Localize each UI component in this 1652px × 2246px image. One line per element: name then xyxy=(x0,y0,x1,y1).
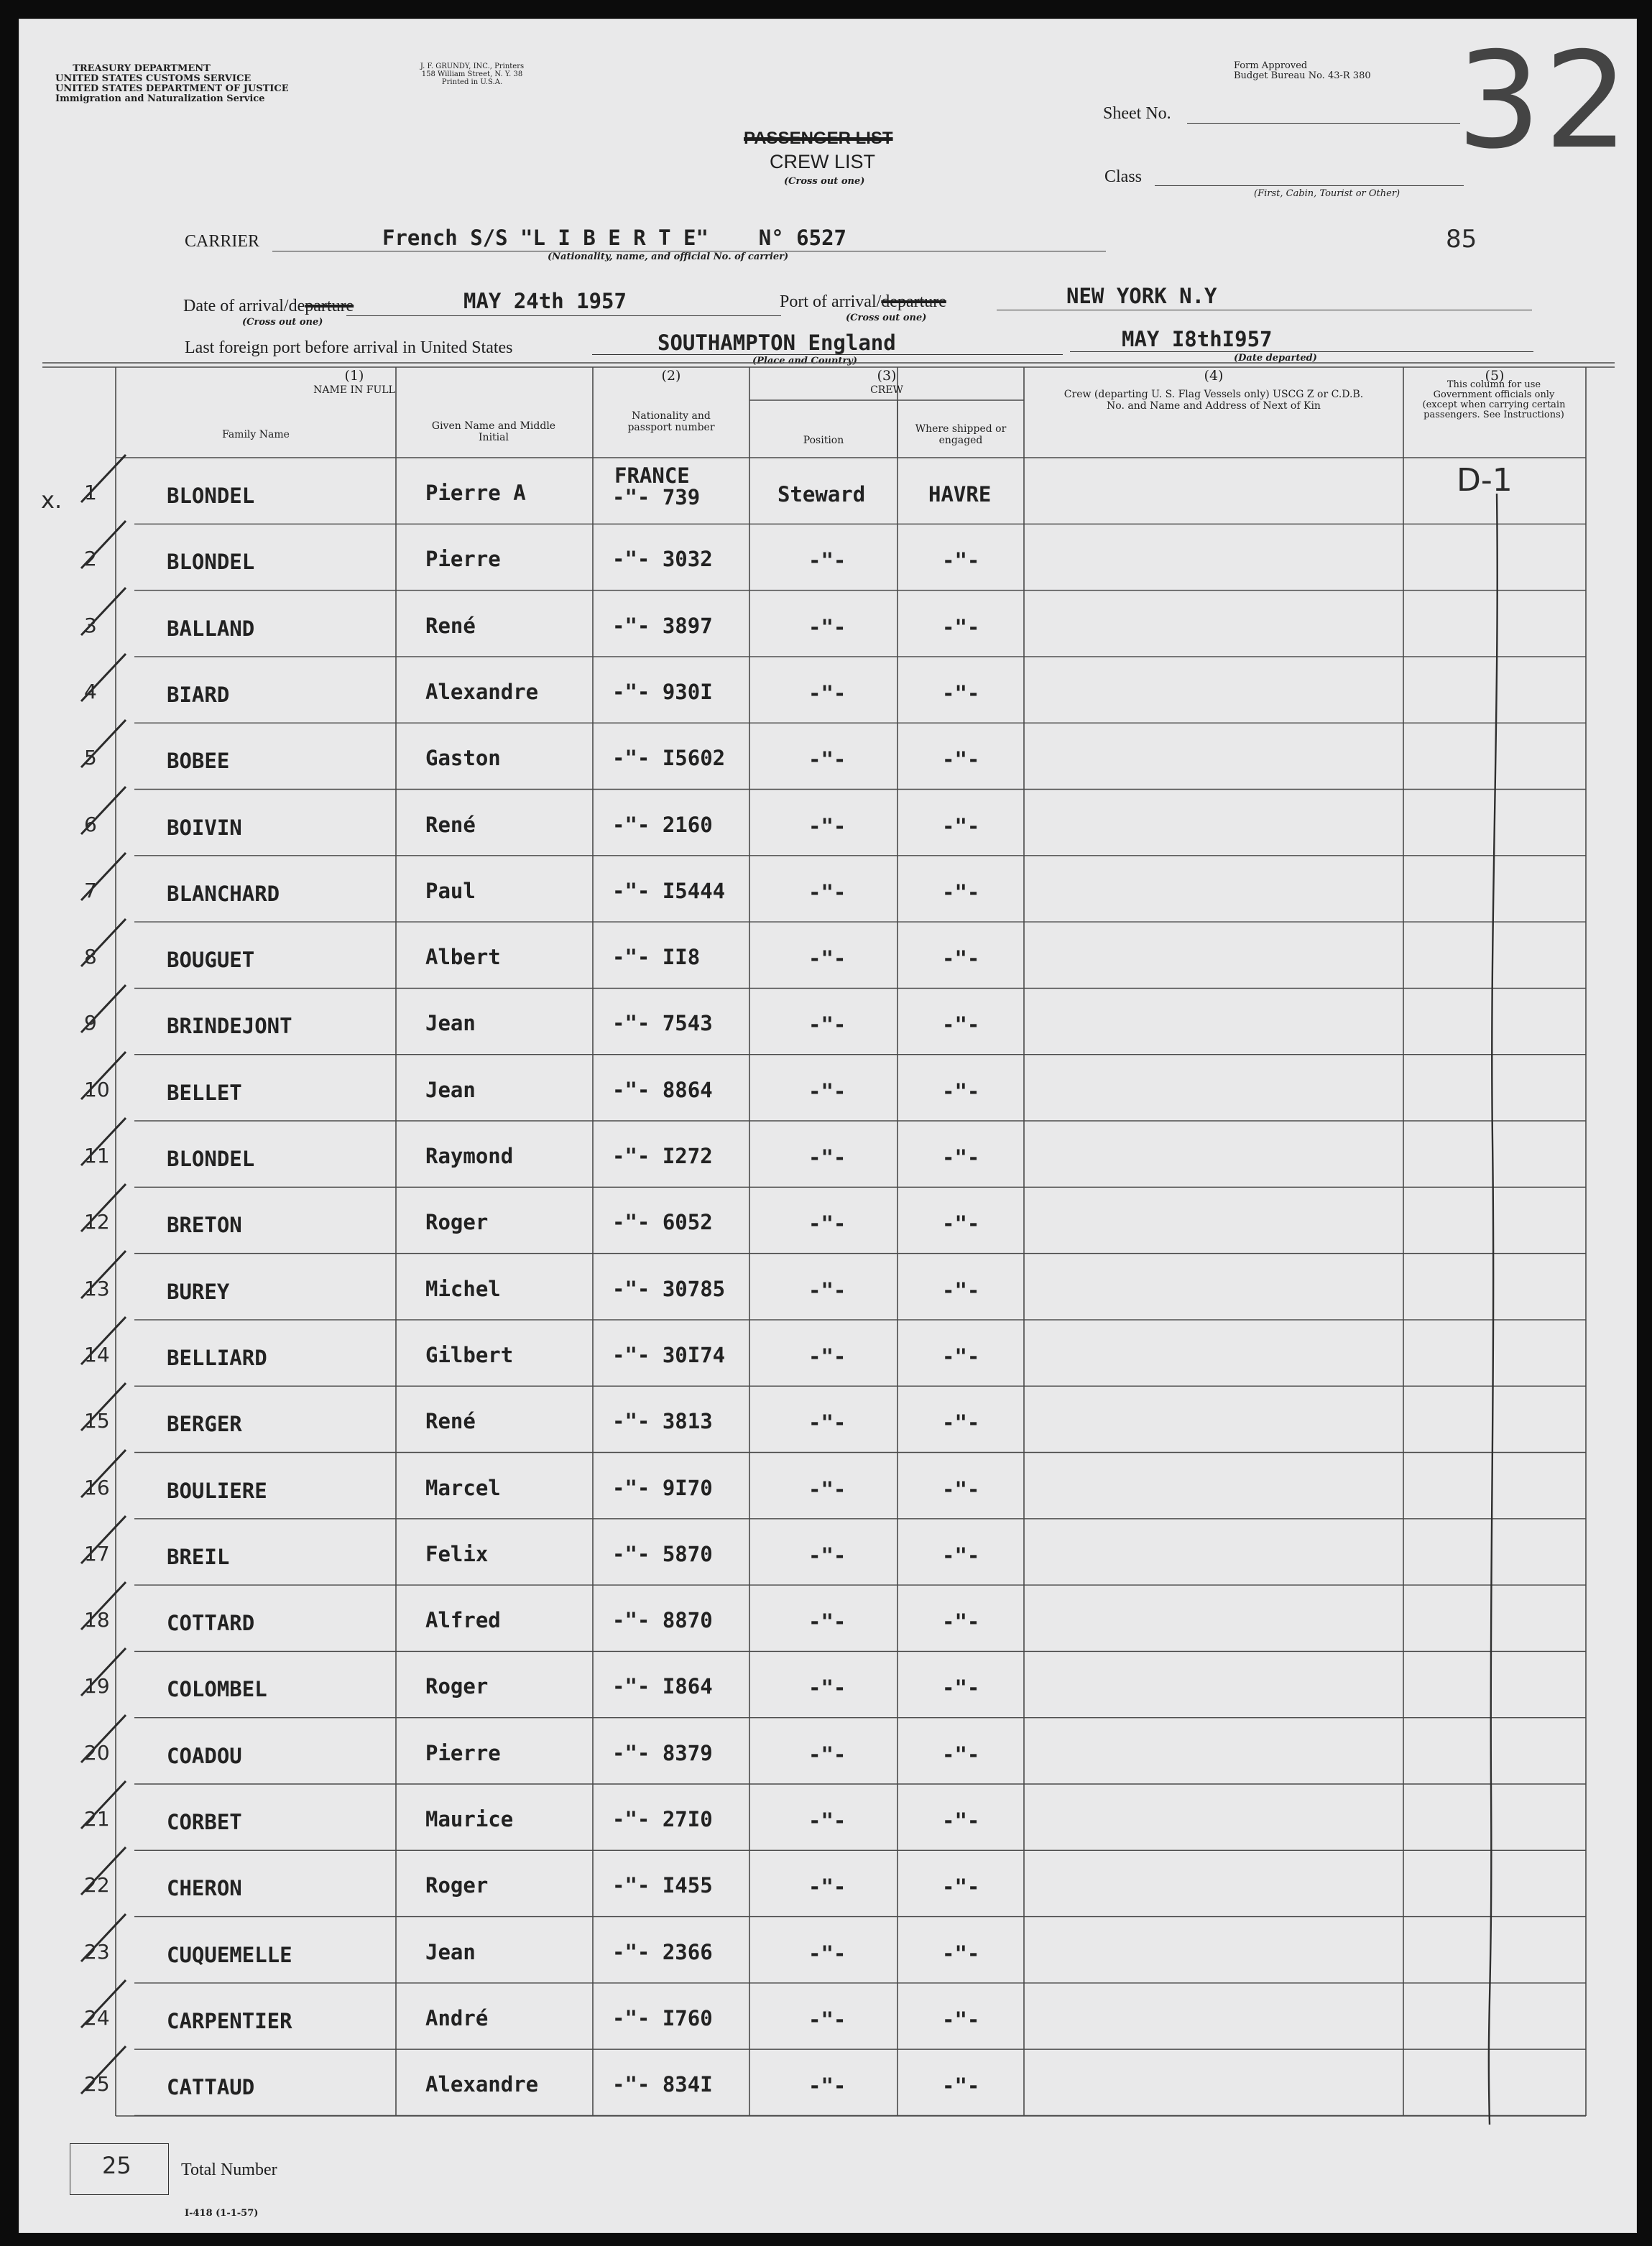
arrival-date-hint: (Cross out one) xyxy=(242,317,323,328)
table-row xyxy=(19,1254,1636,1320)
position-cell: -"- xyxy=(808,946,846,971)
family-name-cell: BERGER xyxy=(167,1412,242,1437)
position-cell: -"- xyxy=(808,1410,846,1436)
where-shipped-cell: -"- xyxy=(942,1211,980,1237)
where-shipped-cell: -"- xyxy=(942,946,980,971)
checkmark-stroke xyxy=(78,2042,129,2099)
passport-cell: -"- 3032 xyxy=(612,547,713,572)
position-cell: -"- xyxy=(808,548,846,573)
position-cell: -"- xyxy=(808,1941,846,1966)
passport-cell: -"- 2160 xyxy=(612,812,713,837)
position-cell: -"- xyxy=(808,1609,846,1635)
row-number: 2 xyxy=(84,547,97,571)
table-row xyxy=(19,988,1636,1054)
family-name-cell: BOBEE xyxy=(167,749,230,774)
official-vertical-stroke xyxy=(1485,494,1514,2132)
checkmark-stroke xyxy=(78,1379,129,1436)
position-cell: -"- xyxy=(808,1078,846,1104)
row-number: 7 xyxy=(84,878,97,902)
printer-line: 158 William Street, N. Y. 38 xyxy=(421,70,523,78)
given-name-cell: René xyxy=(425,812,476,837)
arrival-date-label-text: Date of arrival/de xyxy=(183,297,305,315)
given-name-cell: Felix xyxy=(425,1541,489,1566)
official-mark: D-1 xyxy=(1457,462,1513,499)
given-name-cell: Gaston xyxy=(425,746,501,771)
passport-cell: -"- I5444 xyxy=(612,878,726,903)
passport-cell: -"- 27I0 xyxy=(612,1807,713,1831)
carrier-label: CARRIER xyxy=(185,232,260,251)
checkmark-stroke xyxy=(78,1114,129,1171)
port-label-text: Port of arrival/ xyxy=(780,292,882,311)
table-row xyxy=(19,1917,1636,1983)
checkmark-stroke xyxy=(78,1777,129,1834)
checkmark-stroke xyxy=(78,650,129,707)
arrival-date-struck: parture xyxy=(305,297,354,315)
checkmark-stroke xyxy=(78,1180,129,1237)
where-shipped-cell: -"- xyxy=(942,1676,980,1701)
table-row xyxy=(19,1453,1636,1519)
table-row xyxy=(19,1055,1636,1121)
checkmark-stroke xyxy=(78,450,129,508)
passport-cell: -"- 9I70 xyxy=(612,1475,713,1500)
position-cell: -"- xyxy=(808,1676,846,1701)
passport-cell: -"- 930I xyxy=(612,679,713,704)
family-name-cell: BRINDEJONT xyxy=(167,1014,292,1039)
table-row xyxy=(19,723,1636,789)
checkmark-stroke xyxy=(78,1578,129,1635)
carrier-value: French S/S "L I B E R T E" N° 6527 xyxy=(382,226,847,250)
agency-line: Immigration and Naturalization Service xyxy=(55,93,265,104)
position-cell: -"- xyxy=(808,1808,846,1833)
table-row xyxy=(19,1585,1636,1651)
position-cell: -"- xyxy=(808,1742,846,1767)
passport-cell: -"- 834I xyxy=(612,2072,713,2097)
title-passenger-list-struck: PASSENGER LIST xyxy=(744,129,893,148)
checkmark-stroke xyxy=(78,915,129,972)
checkmark-stroke xyxy=(78,782,129,840)
table-row xyxy=(19,922,1636,988)
family-name-cell: BRETON xyxy=(167,1213,242,1238)
given-name-cell: Maurice xyxy=(425,1807,514,1831)
checkmark-stroke xyxy=(78,1512,129,1569)
given-name-cell: Pierre xyxy=(425,547,501,572)
family-name-cell: BALLAND xyxy=(167,616,255,641)
passport-cell: -"- 8864 xyxy=(612,1077,713,1102)
where-shipped-cell: -"- xyxy=(942,680,980,706)
printer-line: Printed in U.S.A. xyxy=(441,78,503,86)
table-row xyxy=(19,790,1636,856)
position-cell: -"- xyxy=(808,1145,846,1170)
passport-cell: -"- 8379 xyxy=(612,1740,713,1765)
carrier-hint: (Nationality, name, and official No. of carrier) xyxy=(548,251,789,262)
given-name-cell: Roger xyxy=(425,1210,489,1235)
where-shipped-cell: -"- xyxy=(942,2007,980,2032)
departed-value: MAY I8thI957 xyxy=(1122,327,1273,351)
passport-cell: -"- I864 xyxy=(612,1674,713,1699)
sheet-number-stamp: 32 xyxy=(1457,23,1632,178)
given-name-cell: Raymond xyxy=(425,1144,514,1168)
checkmark-stroke xyxy=(78,849,129,906)
last-port-label: Last foreign port before arrival in United States xyxy=(185,338,513,357)
where-shipped-cell: -"- xyxy=(942,1875,980,1900)
title-hint: (Cross out one) xyxy=(784,176,865,187)
checkmark-stroke xyxy=(78,1711,129,1768)
position-cell: -"- xyxy=(808,1277,846,1303)
row-number: 16 xyxy=(84,1475,110,1499)
where-shipped-cell: -"- xyxy=(942,1476,980,1502)
row-number: 8 xyxy=(84,945,97,969)
where-shipped-cell: -"- xyxy=(942,813,980,838)
row-number: 23 xyxy=(84,1939,110,1964)
table-row xyxy=(19,591,1636,657)
where-shipped-cell: -"- xyxy=(942,879,980,905)
where-shipped-cell: -"- xyxy=(942,2074,980,2099)
table-row xyxy=(19,1784,1636,1850)
where-shipped-cell: -"- xyxy=(942,1742,980,1767)
checkmark-stroke xyxy=(78,981,129,1038)
given-name-cell: Pierre xyxy=(425,1740,501,1765)
position-cell: -"- xyxy=(808,1012,846,1037)
family-name-cell: CARPENTIER xyxy=(167,2008,292,2033)
table-row xyxy=(19,1718,1636,1784)
row-number: 21 xyxy=(84,1807,110,1831)
given-name-cell: Roger xyxy=(425,1674,489,1699)
family-name-cell: BLONDEL xyxy=(167,1147,255,1171)
passport-cell: -"- 2366 xyxy=(612,1939,713,1964)
row-number: 13 xyxy=(84,1276,110,1300)
col1-family-name: Family Name xyxy=(222,429,290,440)
col5-title: This column for use Government officials only (except when carrying certain passengers. See Instructions) xyxy=(1422,379,1566,420)
where-shipped-cell: HAVRE xyxy=(928,482,992,507)
given-name-cell: Roger xyxy=(425,1873,489,1898)
family-name-cell: CUQUEMELLE xyxy=(167,1942,292,1967)
sheet-no-label: Sheet No. xyxy=(1103,104,1171,123)
row-number: 6 xyxy=(84,812,97,836)
passport-cell: -"- 3813 xyxy=(612,1409,713,1434)
row-number: 3 xyxy=(84,613,97,637)
col2-number: (2) xyxy=(661,368,681,384)
where-shipped-cell: -"- xyxy=(942,1012,980,1037)
passport-cell: -"- 8870 xyxy=(612,1608,713,1633)
given-name-cell: Pierre A xyxy=(425,481,526,505)
given-name-cell: Alexandre xyxy=(425,679,539,704)
family-name-cell: BREIL xyxy=(167,1544,230,1569)
where-shipped-cell: -"- xyxy=(942,1609,980,1635)
passport-cell: -"- 3897 xyxy=(612,613,713,638)
given-name-cell: Paul xyxy=(425,878,476,903)
checkmark-stroke xyxy=(78,583,129,641)
checkmark-stroke xyxy=(78,1446,129,1503)
table-row xyxy=(19,1121,1636,1187)
position-cell: -"- xyxy=(808,1543,846,1568)
form-approval-line: Budget Bureau No. 43-R 380 xyxy=(1234,70,1371,81)
arrival-date-value: MAY 24th 1957 xyxy=(463,289,627,313)
table-row xyxy=(19,2049,1636,2115)
family-name-cell: COLOMBEL xyxy=(167,1677,267,1702)
family-name-cell: CHERON xyxy=(167,1876,242,1901)
where-shipped-cell: -"- xyxy=(942,1808,980,1833)
form-code: I-418 (1-1-57) xyxy=(185,2208,259,2219)
total-label: Total Number xyxy=(181,2160,277,2179)
position-cell: -"- xyxy=(808,879,846,905)
col4-title: Crew (departing U. S. Flag Vessels only) USCG Z or C.D.B. No. and Name and Address of Next of Kin xyxy=(1063,389,1364,412)
where-shipped-cell: -"- xyxy=(942,1344,980,1369)
position-cell: -"- xyxy=(808,1211,846,1237)
row-number: 20 xyxy=(84,1740,110,1765)
family-name-cell: BOULIERE xyxy=(167,1478,267,1503)
family-name-cell: BOUGUET xyxy=(167,948,255,973)
where-shipped-cell: -"- xyxy=(942,614,980,639)
port-value: NEW YORK N.Y xyxy=(1066,284,1217,308)
table-row xyxy=(19,458,1636,524)
crew-list-form xyxy=(19,19,1637,2233)
where-shipped-cell: -"- xyxy=(942,1941,980,1966)
given-name-cell: Jean xyxy=(425,1939,476,1964)
given-name-cell: René xyxy=(425,613,476,638)
class-hint: (First, Cabin, Tourist or Other) xyxy=(1254,188,1400,199)
passport-cell: -"- 30785 xyxy=(612,1276,726,1301)
passport-cell: -"- I5602 xyxy=(612,746,726,771)
total-value: 25 xyxy=(102,2152,131,2179)
position-cell: -"- xyxy=(808,747,846,772)
nationality-cell: FRANCE xyxy=(614,463,690,488)
row-number: 17 xyxy=(84,1541,110,1566)
family-name-cell: CORBET xyxy=(167,1810,242,1834)
passport-cell: -"- II8 xyxy=(612,945,701,970)
passport-cell: -"- 7543 xyxy=(612,1011,713,1036)
port-label-struck: departure xyxy=(881,292,946,311)
given-name-cell: Jean xyxy=(425,1077,476,1102)
checkmark-stroke xyxy=(78,1048,129,1105)
position-cell: -"- xyxy=(808,813,846,838)
passport-cell: -"- I272 xyxy=(612,1144,713,1168)
family-name-cell: COADOU xyxy=(167,1743,242,1768)
row-number: 11 xyxy=(84,1144,110,1168)
given-name-cell: Marcel xyxy=(425,1475,501,1500)
table-row xyxy=(19,1850,1636,1916)
given-name-cell: Gilbert xyxy=(425,1342,514,1367)
passport-cell: -"- 739 xyxy=(612,485,701,509)
departed-hint: (Date departed) xyxy=(1234,353,1317,364)
col5-number: (5) xyxy=(1485,368,1505,384)
form-approval-line: Form Approved xyxy=(1234,60,1308,71)
row-number: 10 xyxy=(84,1077,110,1101)
passport-cell: -"- 5870 xyxy=(612,1541,713,1566)
table-row xyxy=(19,657,1636,723)
checkmark-stroke xyxy=(78,1976,129,2033)
position-cell: -"- xyxy=(808,1344,846,1369)
col1-given-name: Given Name and Middle Initial xyxy=(431,420,556,443)
printer-line: J. F. GRUNDY, INC., Printers xyxy=(420,63,525,70)
family-name-cell: BIARD xyxy=(167,682,230,707)
agency-line: UNITED STATES CUSTOMS SERVICE xyxy=(55,73,252,84)
col3-position: Position xyxy=(803,435,844,446)
given-name-cell: Albert xyxy=(425,945,501,970)
last-port-value: SOUTHAMPTON England xyxy=(657,331,896,355)
family-name-cell: BELLET xyxy=(167,1080,242,1105)
col3-title: CREW xyxy=(870,384,903,396)
col3-where-shipped: Where shipped or engaged xyxy=(915,423,1007,446)
agency-line: UNITED STATES DEPARTMENT OF JUSTICE xyxy=(55,83,289,94)
last-port-hint: (Place and Country) xyxy=(752,356,857,366)
row-number: 1 xyxy=(84,481,97,504)
col4-number: (4) xyxy=(1204,368,1224,384)
table-row xyxy=(19,1651,1636,1717)
checkmark-stroke xyxy=(78,1313,129,1370)
where-shipped-cell: -"- xyxy=(942,1078,980,1104)
row-number: 4 xyxy=(84,679,97,703)
checkmark-stroke xyxy=(78,1247,129,1304)
family-name-cell: CATTAUD xyxy=(167,2075,255,2100)
family-name-cell: BUREY xyxy=(167,1279,230,1304)
passport-cell: -"- 30I74 xyxy=(612,1342,726,1367)
given-name-cell: René xyxy=(425,1409,476,1434)
passport-cell: -"- I760 xyxy=(612,2005,713,2030)
checkmark-stroke xyxy=(78,517,129,574)
row-number: 14 xyxy=(84,1342,110,1367)
position-cell: -"- xyxy=(808,1875,846,1900)
table-row xyxy=(19,856,1636,922)
checkmark-stroke xyxy=(78,1910,129,1967)
row1-margin-mark: x. xyxy=(41,486,63,514)
col3-number: (3) xyxy=(877,368,897,384)
given-name-cell: André xyxy=(425,2005,489,2030)
row-number: 15 xyxy=(84,1409,110,1433)
where-shipped-cell: -"- xyxy=(942,1410,980,1436)
family-name-cell: BLONDEL xyxy=(167,550,255,575)
checkmark-stroke xyxy=(78,1644,129,1701)
position-cell: Steward xyxy=(777,482,866,507)
title-crew-list: CREW LIST xyxy=(770,151,876,172)
given-name-cell: Jean xyxy=(425,1011,476,1036)
row-number: 25 xyxy=(84,2072,110,2097)
where-shipped-cell: -"- xyxy=(942,1277,980,1303)
position-cell: -"- xyxy=(808,2074,846,2099)
position-cell: -"- xyxy=(808,680,846,706)
position-cell: -"- xyxy=(808,2007,846,2032)
row-number: 5 xyxy=(84,746,97,770)
where-shipped-cell: -"- xyxy=(942,548,980,573)
given-name-cell: Michel xyxy=(425,1276,501,1301)
given-name-cell: Alfred xyxy=(425,1608,501,1633)
given-name-cell: Alexandre xyxy=(425,2072,539,2097)
family-name-cell: BOIVIN xyxy=(167,815,242,840)
row-number: 24 xyxy=(84,2005,110,2030)
family-name-cell: COTTARD xyxy=(167,1611,255,1636)
page-number-handwritten: 85 xyxy=(1446,225,1477,254)
position-cell: -"- xyxy=(808,1476,846,1502)
agency-line: TREASURY DEPARTMENT xyxy=(73,63,211,74)
table-row xyxy=(19,524,1636,590)
family-name-cell: BLONDEL xyxy=(167,484,255,508)
table-row xyxy=(19,1320,1636,1386)
where-shipped-cell: -"- xyxy=(942,747,980,772)
checkmark-stroke xyxy=(78,716,129,773)
passport-cell: -"- 6052 xyxy=(612,1210,713,1235)
row-number: 18 xyxy=(84,1608,110,1632)
table-row xyxy=(19,1386,1636,1452)
port-hint: (Cross out one) xyxy=(846,313,927,323)
family-name-cell: BLANCHARD xyxy=(167,881,280,906)
col2-title: Nationality and passport number xyxy=(627,410,715,433)
row-number: 22 xyxy=(84,1873,110,1898)
row-number: 19 xyxy=(84,1674,110,1699)
where-shipped-cell: -"- xyxy=(942,1543,980,1568)
row-number: 12 xyxy=(84,1210,110,1234)
table-row xyxy=(19,1187,1636,1253)
class-label: Class xyxy=(1104,167,1143,186)
col1-number: (1) xyxy=(344,368,364,384)
checkmark-stroke xyxy=(78,1843,129,1900)
where-shipped-cell: -"- xyxy=(942,1145,980,1170)
family-name-cell: BELLIARD xyxy=(167,1345,267,1370)
table-row xyxy=(19,1983,1636,2049)
col1-title: NAME IN FULL xyxy=(313,384,395,396)
table-row xyxy=(19,1519,1636,1585)
passport-cell: -"- I455 xyxy=(612,1873,713,1898)
position-cell: -"- xyxy=(808,614,846,639)
row-number: 9 xyxy=(84,1011,97,1035)
